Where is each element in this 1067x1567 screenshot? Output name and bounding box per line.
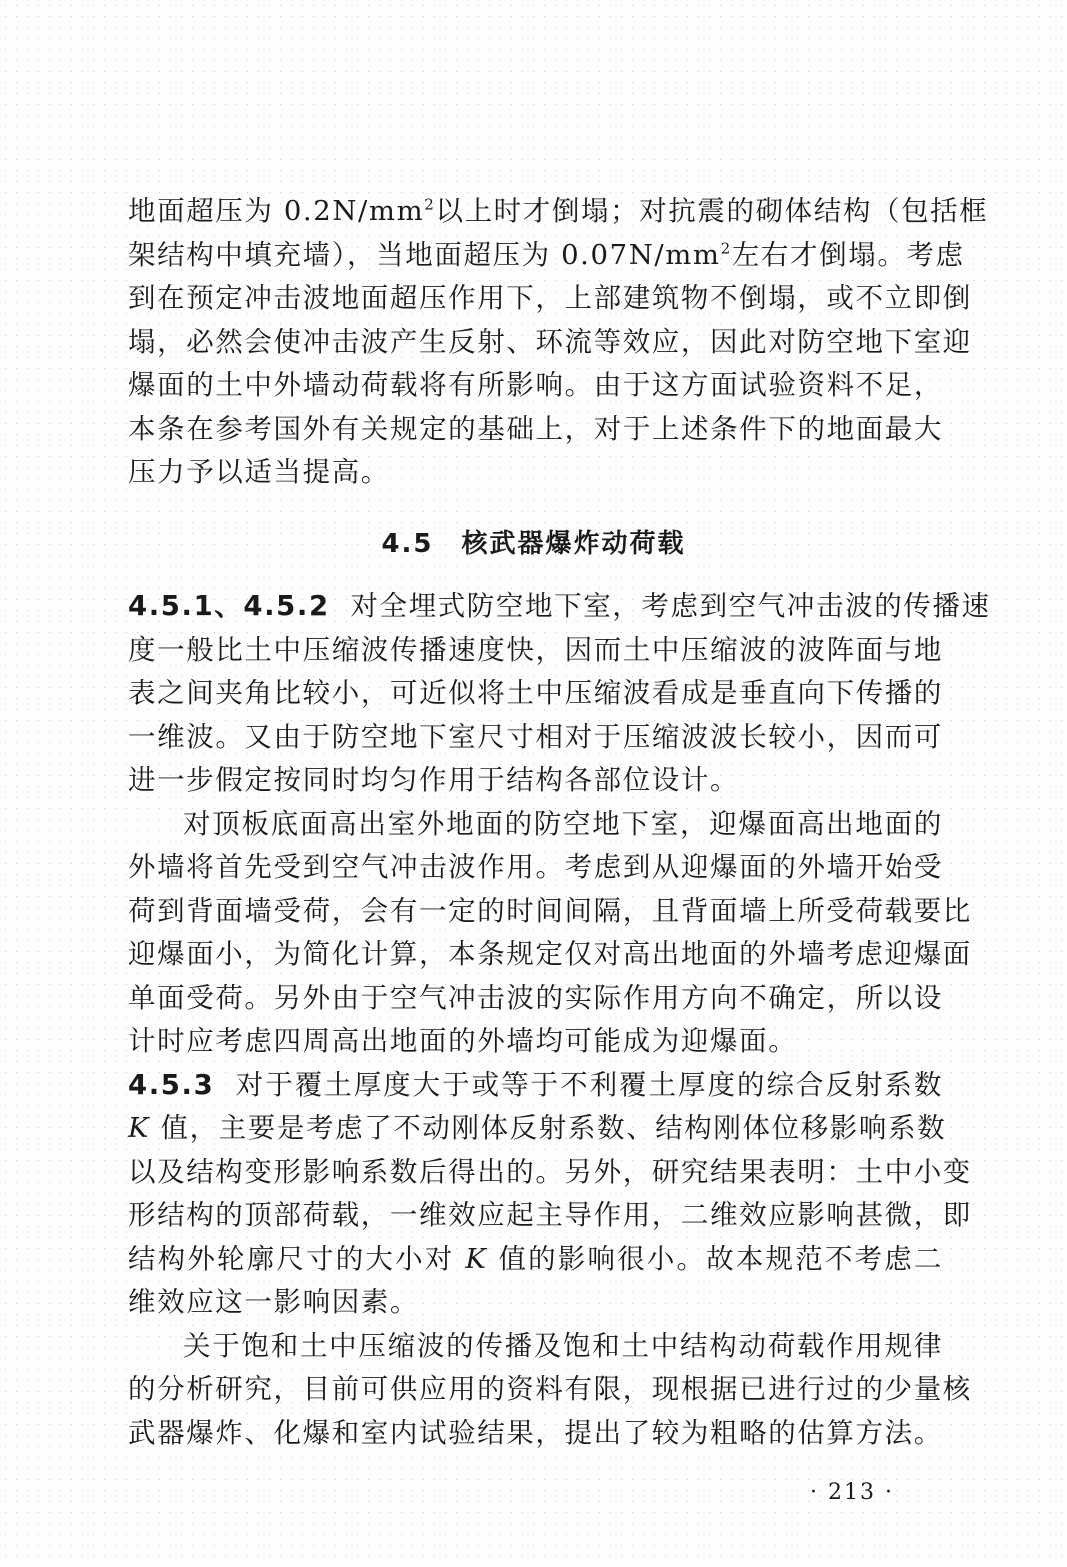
text-line: 形结构的顶部荷载，一维效应起主导作用，二维效应影响甚微，即 (128, 1199, 972, 1231)
text-line: 外墙将首先受到空气冲击波作用。考虑到从迎爆面的外墙开始受 (128, 851, 943, 883)
text-line: 结构外轮廓尺寸的大小对 K 值的影响很小。故本规范不考虑二 (128, 1242, 943, 1275)
text-line: 压力予以适当提高。 (128, 456, 390, 488)
text-line: 对顶板底面高出室外地面的防空地下室，迎爆面高出地面的 (183, 807, 943, 840)
clause-label: 4.5.3 (128, 1068, 215, 1101)
text-line: 的分析研究，目前可供应用的资料有限，现根据已进行过的少量核 (128, 1373, 972, 1405)
text-line: 关于饱和土中压缩波的传播及饱和土中结构动荷载作用规律 (183, 1329, 943, 1362)
text-line: 进一步假定按同时均匀作用于结构各部位设计。 (128, 764, 740, 796)
text-line: 表之间夹角比较小，可近似将土中压缩波看成是垂直向下传播的 (128, 677, 943, 709)
clause-label: 4.5.1、4.5.2 (128, 590, 330, 622)
text-line: 武器爆炸、化爆和室内试验结果，提出了较为粗略的估算方法。 (128, 1416, 943, 1449)
section-heading (0, 523, 1067, 560)
text-line: 荷到背面墙受荷，会有一定的时间间隔，且背面墙上所受荷载要比 (128, 894, 972, 927)
section-title: 核武器爆炸动荷载 (461, 529, 686, 559)
text-line: 4.5.3 对于覆土厚度大于或等于不利覆土厚度的综合反射系数 (128, 1068, 943, 1101)
text-line: 以及结构变形影响系数后得出的。另外，研究结果表明：土中小变 (128, 1155, 972, 1188)
text-line: 度一般比土中压缩波传播速度快，因而土中压缩波的波阵面与地 (128, 633, 943, 666)
text-line: 一维波。又由于防空地下室尺寸相对于压缩波波长较小，因而可 (128, 720, 943, 753)
text-line: 爆面的土中外墙动荷载将有所影响。由于这方面试验资料不足， (128, 369, 943, 401)
paragraph-continuation (128, 190, 989, 495)
text-line: 塌，必然会使冲击波产生反射、环流等效应，因此对防空地下室迎 (128, 325, 972, 358)
text-line: 到在预定冲击波地面超压作用下，上部建筑物不倒塌，或不立即倒 (128, 282, 972, 314)
text-line: K 值，主要是考虑了不动刚体反射系数、结构刚体位移影响系数 (128, 1112, 947, 1144)
text-line: 本条在参考国外有关规定的基础上，对于上述条件下的地面最大 (128, 412, 943, 445)
text-line: 单面受荷。另外由于空气冲击波的实际作用方向不确定，所以设 (128, 981, 943, 1014)
text-line: 迎爆面小，为简化计算，本条规定仅对高出地面的外墙考虑迎爆面 (128, 938, 972, 970)
text-line: 计时应考虑四周高出地面的外墙均可能成为迎爆面。 (128, 1025, 798, 1057)
section-number: 4.5 (381, 529, 434, 559)
text-line: 地面超压为 $0.2N/mm^2$以上时才倒塌；对抗震的砌体结构（包括框 (128, 195, 989, 227)
text-line: 架结构中填充墙），当地面超压为 $0.07N/mm^2$左右才倒塌。考虑 (128, 238, 965, 271)
clause-4-5-1 (128, 585, 991, 1455)
text-line: 维效应这一影响因素。 (128, 1286, 419, 1318)
page-number: · 213 · (810, 1480, 894, 1505)
text-line: 4.5.1、4.5.2 对全埋式防空地下室，考虑到空气冲击波的传播速 (128, 590, 991, 622)
